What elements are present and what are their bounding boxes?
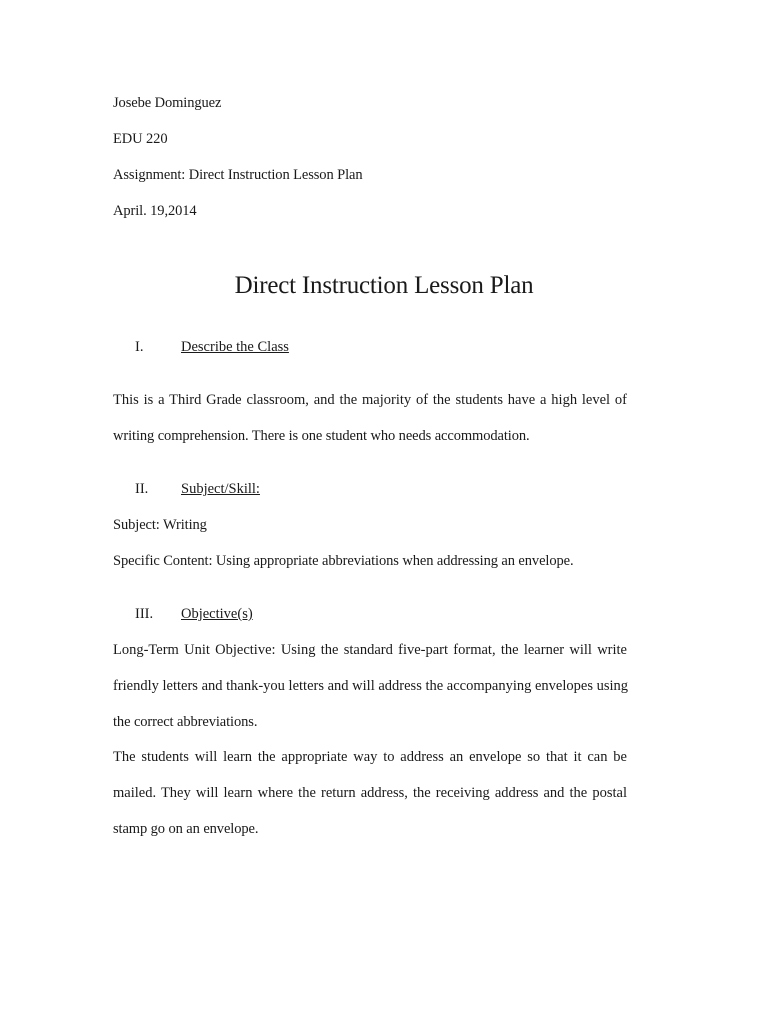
section-title: Objective(s) <box>181 606 253 622</box>
paragraph-line: Long-Term Unit Objective: Using the standard five-part format, the learner will write <box>113 642 627 658</box>
paragraph-line: the correct abbreviations. <box>113 714 258 730</box>
section-number: II. <box>135 481 149 497</box>
paragraph-line: mailed. They will learn where the return address, the receiving address and the postal <box>113 785 627 801</box>
section-heading-subject-skill <box>135 480 260 498</box>
paragraph-line: friendly letters and thank-you letters and will address the accompanying envelopes using <box>113 678 629 694</box>
section-heading-describe-class <box>135 338 289 356</box>
section-title: Describe the Class <box>181 339 289 355</box>
section-heading-objectives <box>135 605 253 623</box>
specific-content-line: Specific Content: Using appropriate abbreviations when addressing an envelope. <box>113 553 574 569</box>
paragraph-line: stamp go on an envelope. <box>113 821 259 837</box>
section-number: III. <box>135 606 154 622</box>
subject-line: Subject: Writing <box>113 517 207 533</box>
paragraph-line: writing comprehension. There is one student who needs accommodation. <box>113 428 530 444</box>
course-code: EDU 220 <box>113 131 168 147</box>
section-title: Subject/Skill: <box>181 481 260 497</box>
assignment-name: Assignment: Direct Instruction Lesson Plan <box>113 167 363 183</box>
paragraph-line: The students will learn the appropriate way to address an envelope so that it can be <box>113 749 627 765</box>
assignment-date: April. 19,2014 <box>113 203 197 219</box>
author-name: Josebe Dominguez <box>113 95 222 111</box>
page-title: Direct Instruction Lesson Plan <box>234 272 534 299</box>
paragraph-line: This is a Third Grade classroom, and the majority of the students have a high level of <box>113 392 627 408</box>
section-number: I. <box>135 339 144 355</box>
